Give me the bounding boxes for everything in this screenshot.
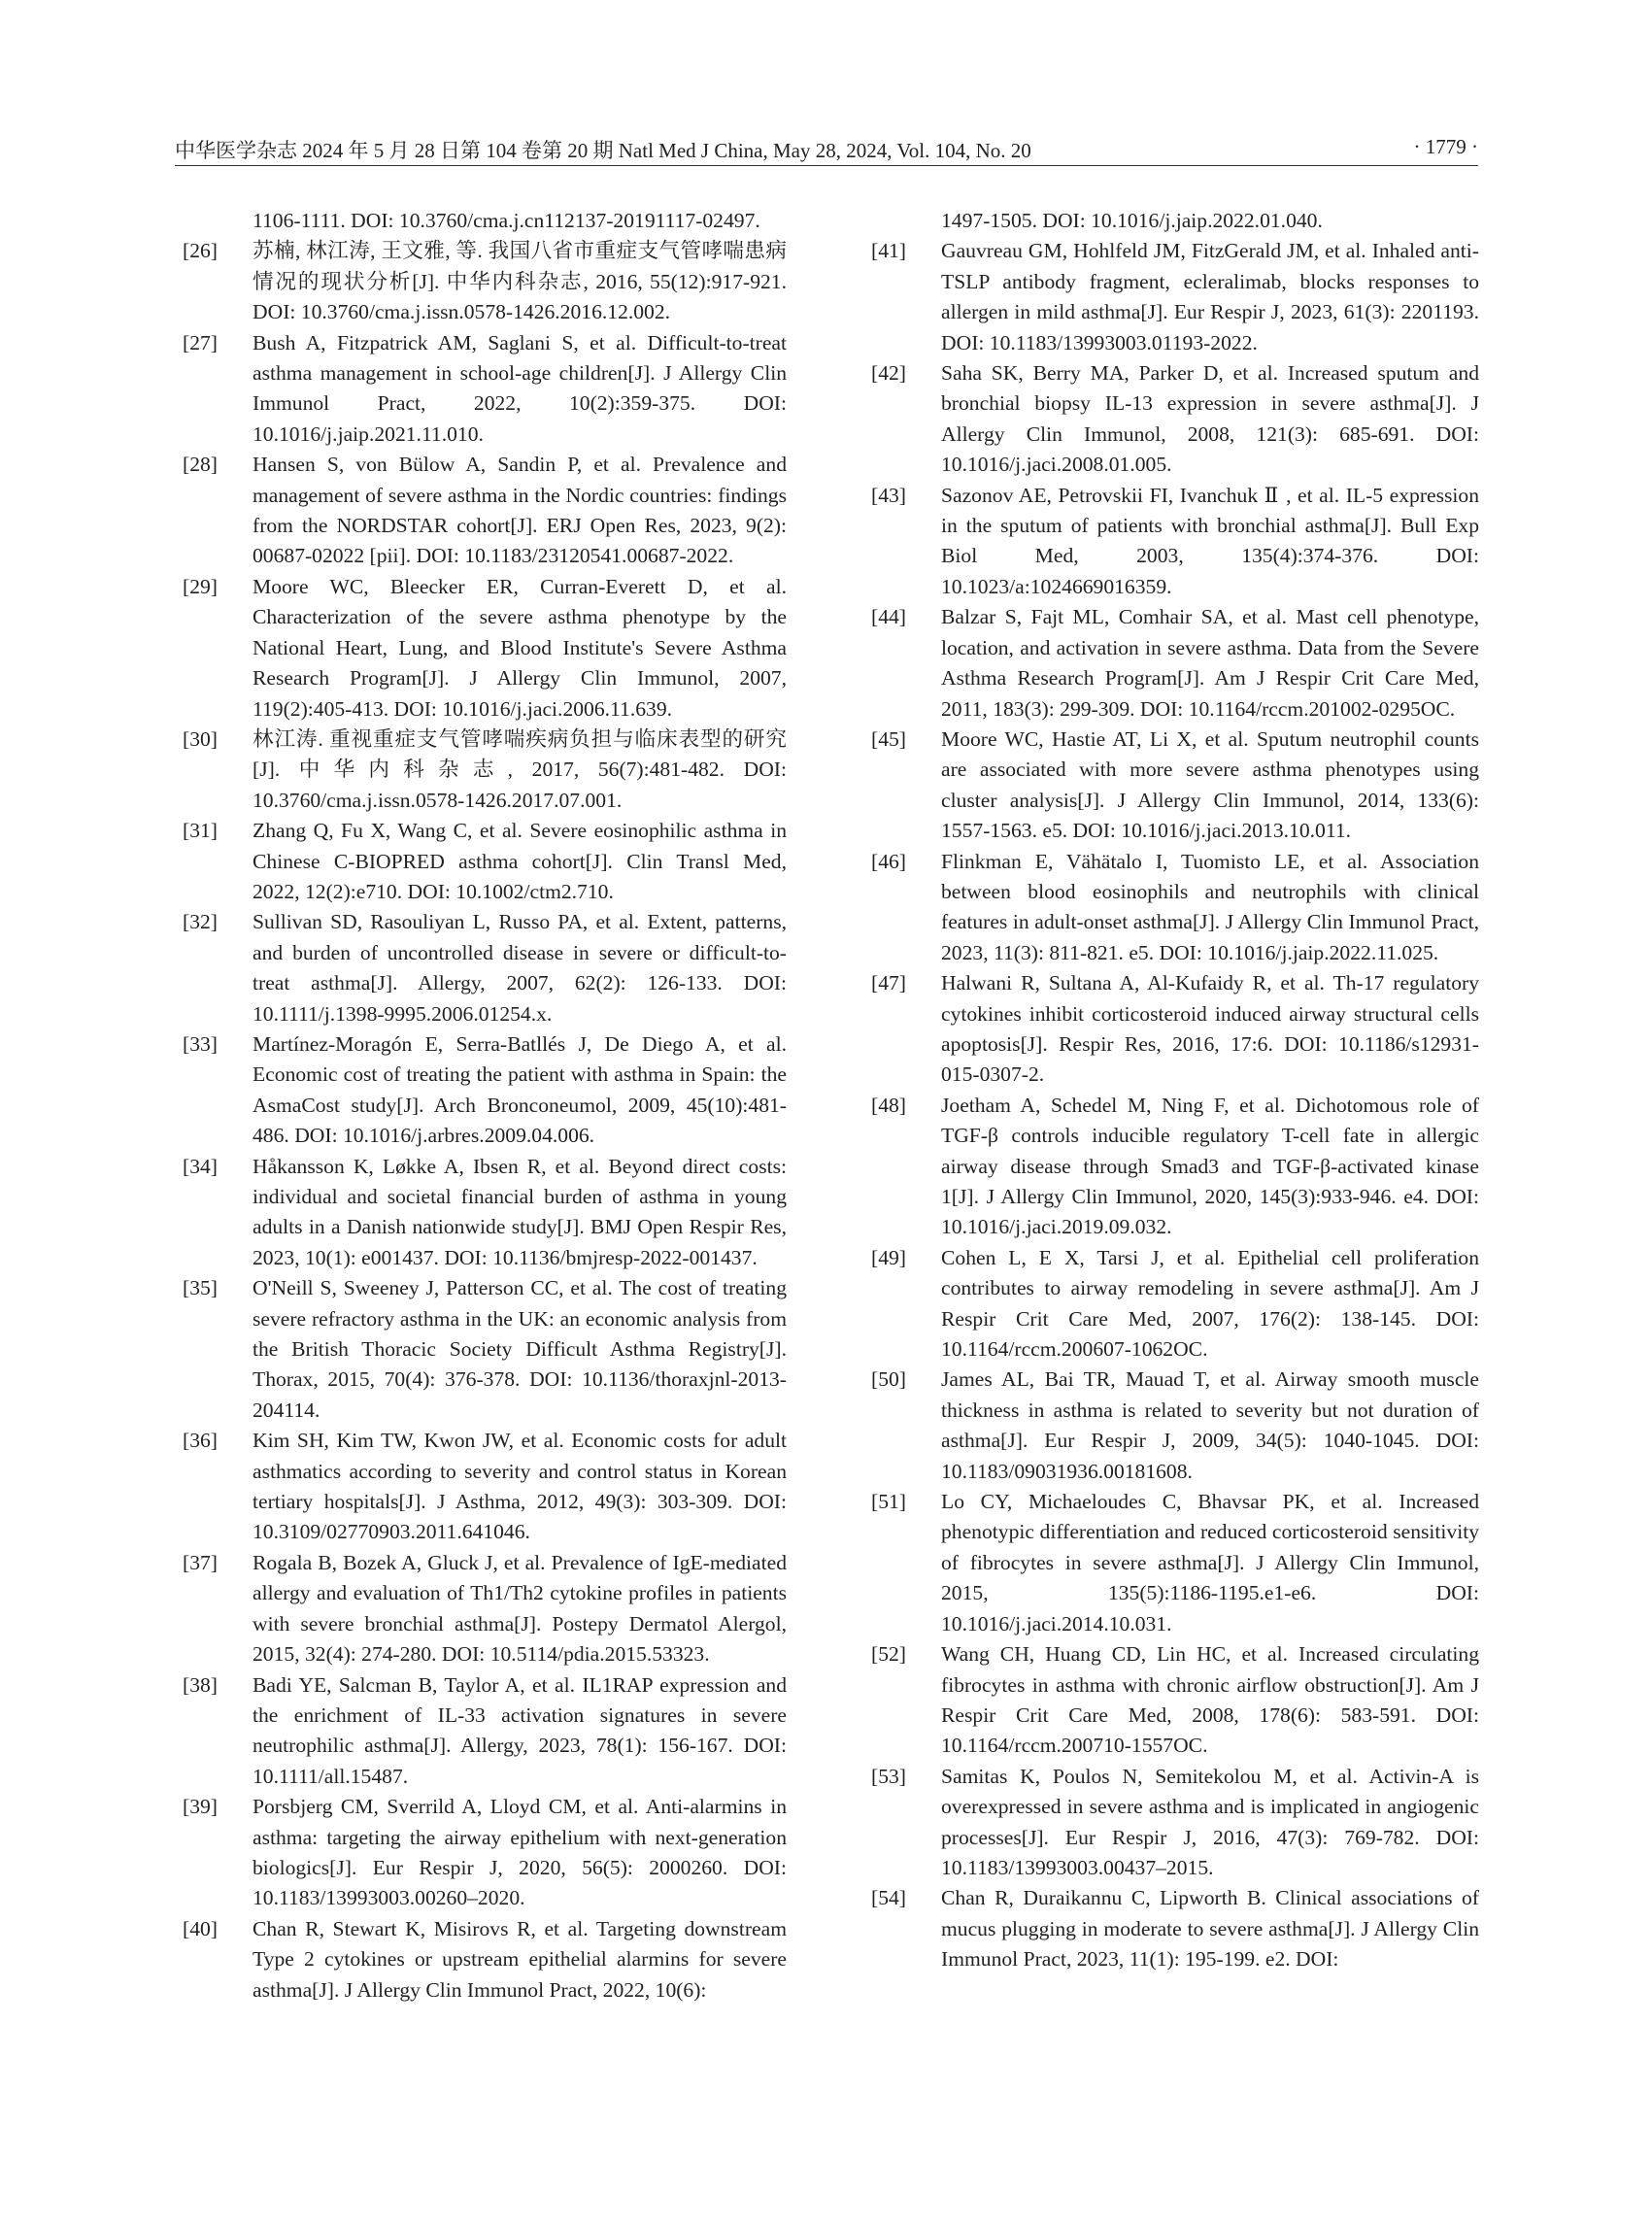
reference-number: [32] xyxy=(183,910,218,934)
reference-entry xyxy=(175,816,787,907)
reference-number: [54] xyxy=(871,1886,906,1910)
reference-text: 1106-1111. DOI: 10.3760/cma.j.cn112137-20191117-02497. xyxy=(253,209,760,232)
reference-entry xyxy=(863,481,1479,603)
reference-entry xyxy=(175,206,787,236)
reference-entry xyxy=(863,602,1479,725)
reference-number: [39] xyxy=(183,1795,218,1819)
reference-number: [29] xyxy=(183,574,218,598)
reference-number: [34] xyxy=(183,1154,218,1178)
reference-number: [30] xyxy=(183,726,218,751)
reference-entry xyxy=(863,847,1479,969)
reference-entry xyxy=(863,1883,1479,1974)
reference-text: Bush A, Fitzpatrick AM, Saglani S, et al. Difficult-to-treat asthma management in school-age children[J]. J Allergy Clin Immunol Pract, 2022, 10(2):359-375. DOI: 10.1016/j.jaip.2021.11.010. xyxy=(253,330,787,446)
reference-entry xyxy=(175,236,787,327)
reference-text: Cohen L, E X, Tarsi J, et al. Epithelial cell proliferation contributes to airway remodeling in severe asthma[J]. Am J Respir Crit Care Med, 2007, 176(2): 138-145. DOI: 10.1164/rccm.200607-1062OC. xyxy=(941,1245,1479,1362)
reference-text: Badi YE, Salcman B, Taylor A, et al. IL1RAP expression and the enrichment of IL-33 activation signatures in severe neutrophilic asthma[J]. Allergy, 2023, 78(1): 156-167. DOI: 10.1111/all.15487. xyxy=(253,1672,787,1788)
reference-text: Chan R, Duraikannu C, Lipworth B. Clinical associations of mucus plugging in moderate to severe asthma[J]. J Allergy Clin Immunol Pract, 2023, 11(1): 195-199. e2. DOI: xyxy=(941,1886,1479,1972)
reference-text: Hansen S, von Bülow A, Sandin P, et al. Prevalence and management of severe asthma in the Nordic countries: findings from the NORDSTAR cohort[J]. ERJ Open Res, 2023, 9(2): 00687-02022 [pii]. DOI: 10.1183/23120541.00687-2022. xyxy=(253,453,787,568)
reference-text: Porsbjerg CM, Sverrild A, Lloyd CM, et al. Anti-alarmins in asthma: targeting the airway epithelium with next-generation biologics[J]. Eur Respir J, 2020, 56(5): 2000260. DOI: 10.1183/13993003.00260–2020. xyxy=(253,1795,787,1910)
journal-citation-header: 中华医学杂志 2024 年 5 月 28 日第 104 卷第 20 期 Natl Med J China, May 28, 2024, Vol. 104, No. 20 xyxy=(175,139,1031,162)
reference-text: Gauvreau GM, Hohlfeld JM, FitzGerald JM, et al. Inhaled anti-TSLP antibody fragment, ecleralimab, blocks responses to allergen in mild asthma[J]. Eur Respir J, 2023, 61(3): 2201193. DOI: 10.1183/13993003.01193-2022. xyxy=(941,239,1479,354)
reference-number: [53] xyxy=(871,1764,906,1788)
reference-text: Sullivan SD, Rasouliyan L, Russo PA, et al. Extent, patterns, and burden of uncontrolled disease in severe or difficult-to-treat asthma[J]. Allergy, 2007, 62(2): 126-133. DOI: 10.1111/j.1398-9995.2006.01254.x. xyxy=(253,910,787,1026)
reference-text: Rogala B, Bozek A, Gluck J, et al. Prevalence of IgE-mediated allergy and evaluation of Th1/Th2 cytokine profiles in patients with severe bronchial asthma[J]. Postepy Dermatol Alergol, 2015, 32(4): 274-280. DOI: 10.5114/pdia.2015.53323. xyxy=(253,1550,787,1667)
reference-number: [38] xyxy=(183,1672,218,1697)
reference-number: [36] xyxy=(183,1429,218,1453)
reference-entry xyxy=(175,1152,787,1274)
reference-number: [31] xyxy=(183,819,218,843)
reference-number: [28] xyxy=(183,453,218,477)
reference-entry xyxy=(175,328,787,451)
reference-number: [48] xyxy=(871,1093,906,1117)
reference-entry xyxy=(863,1639,1479,1762)
reference-text: 林江涛. 重视重症支气管哮喘疾病负担与临床表型的研究[J]. 中华内科杂志, 2017, 56(7):481-482. DOI: 10.3760/cma.j.issn.0578-1426.2017.07.001. xyxy=(253,726,787,812)
reference-text: Lo CY, Michaeloudes C, Bhavsar PK, et al. Increased phenotypic differentiation and reduced corticosteroid sensitivity of fibrocytes in severe asthma[J]. J Allergy Clin Immunol, 2015, 135(5):1186-1195.e1-e6. DOI: 10.1016/j.jaci.2014.10.031. xyxy=(941,1490,1479,1635)
reference-number: [45] xyxy=(871,726,906,751)
reference-entry xyxy=(863,725,1479,847)
reference-entry xyxy=(175,1548,787,1670)
reference-number: [41] xyxy=(871,239,906,263)
reference-text: Håkansson K, Løkke A, Ibsen R, et al. Beyond direct costs: individual and societal financial burden of asthma in young adults in a Danish nationwide study[J]. BMJ Open Respir Res, 2023, 10(1): e001437. DOI: 10.1136/bmjresp-2022-001437. xyxy=(253,1154,787,1269)
reference-entry xyxy=(175,572,787,725)
reference-number: [33] xyxy=(183,1031,218,1056)
reference-text: Flinkman E, Vähätalo I, Tuomisto LE, et al. Association between blood eosinophils and neutrophils with clinical features in adult-onset asthma[J]. J Allergy Clin Immunol Pract, 2023, 11(3): 811-821. e5. DOI: 10.1016/j.jaip.2022.11.025. xyxy=(941,849,1479,964)
reference-text: Moore WC, Bleecker ER, Curran-Everett D, et al. Characterization of the severe asthma phenotype by the National Heart, Lung, and Blood Institute's Severe Asthma Research Program[J]. J Allergy Clin Immunol, 2007, 119(2):405-413. DOI: 10.1016/j.jaci.2006.11.639. xyxy=(253,574,787,721)
reference-text: O'Neill S, Sweeney J, Patterson CC, et al. The cost of treating severe refractory asthma in the UK: an economic analysis from the British Thoracic Society Difficult Asthma Registry[J]. Thorax, 2015, 70(4): 376-378. DOI: 10.1136/thoraxjnl-2013-204114. xyxy=(253,1276,787,1422)
reference-number: [47] xyxy=(871,971,906,995)
reference-column-right xyxy=(863,206,1479,1975)
reference-number: [50] xyxy=(871,1367,906,1392)
reference-number: [42] xyxy=(871,361,906,386)
reference-entry xyxy=(863,1243,1479,1365)
reference-entry xyxy=(175,1792,787,1914)
reference-number: [40] xyxy=(183,1916,218,1940)
reference-text: Zhang Q, Fu X, Wang C, et al. Severe eosinophilic asthma in Chinese C-BIOPRED asthma cohort[J]. Clin Transl Med, 2022, 12(2):e710. DOI: 10.1002/ctm2.710. xyxy=(253,819,787,903)
reference-entry xyxy=(175,725,787,816)
reference-text: Sazonov AE, Petrovskii FI, Ivanchuk Ⅱ , et al. IL-5 expression in the sputum of patients with bronchial asthma[J]. Bull Exp Biol Med, 2003, 135(4):374-376. DOI: 10.1023/a:1024669016359. xyxy=(941,483,1479,598)
reference-entry xyxy=(863,1091,1479,1243)
reference-entry xyxy=(863,1487,1479,1639)
reference-text: James AL, Bai TR, Mauad T, et al. Airway smooth muscle thickness in asthma is related to severity but not duration of asthma[J]. Eur Respir J, 2009, 34(5): 1040-1045. DOI: 10.1183/09031936.00181608. xyxy=(941,1367,1479,1483)
reference-text: 1497-1505. DOI: 10.1016/j.jaip.2022.01.040. xyxy=(941,209,1323,232)
page-number: · 1779 · xyxy=(1413,135,1478,158)
reference-entry xyxy=(863,1365,1479,1487)
reference-text: Halwani R, Sultana A, Al-Kufaidy R, et al. Th-17 regulatory cytokines inhibit corticosteroid induced airway structural cells apoptosis[J]. Respir Res, 2016, 17:6. DOI: 10.1186/s12931-015-0307-2. xyxy=(941,971,1479,1087)
running-header xyxy=(175,132,1478,166)
reference-text: Joetham A, Schedel M, Ning F, et al. Dichotomous role of TGF-β controls inducible regulatory T-cell fate in allergic airway disease through Smad3 and TGF-β-activated kinase 1[J]. J Allergy Clin Immunol, 2020, 145(3):933-946. e4. DOI: 10.1016/j.jaci.2019.09.032. xyxy=(941,1093,1479,1239)
reference-text: Balzar S, Fajt ML, Comhair SA, et al. Mast cell phenotype, location, and activation in severe asthma. Data from the Severe Asthma Research Program[J]. Am J Respir Crit Care Med, 2011, 183(3): 299-309. DOI: 10.1164/rccm.201002-0295OC. xyxy=(941,605,1479,721)
reference-number: [52] xyxy=(871,1642,906,1667)
reference-entry xyxy=(175,1029,787,1152)
reference-entry xyxy=(863,358,1479,481)
reference-entry xyxy=(175,1914,787,2006)
reference-text: Kim SH, Kim TW, Kwon JW, et al. Economic costs for adult asthmatics according to severity and control status in Korean tertiary hospitals[J]. J Asthma, 2012, 49(3): 303-309. DOI: 10.3109/02770903.2011.641046. xyxy=(253,1429,787,1544)
reference-entry xyxy=(175,450,787,572)
reference-entry xyxy=(863,236,1479,358)
reference-text: Moore WC, Hastie AT, Li X, et al. Sputum neutrophil counts are associated with more severe asthma phenotypes using cluster analysis[J]. J Allergy Clin Immunol, 2014, 133(6): 1557-1563. e5. DOI: 10.1016/j.jaci.2013.10.011. xyxy=(941,726,1479,843)
reference-entry xyxy=(175,907,787,1029)
reference-text: Wang CH, Huang CD, Lin HC, et al. Increased circulating fibrocytes in asthma with chronic airflow obstruction[J]. Am J Respir Crit Care Med, 2008, 178(6): 583-591. DOI: 10.1164/rccm.200710-1557OC. xyxy=(941,1642,1479,1758)
reference-number: [44] xyxy=(871,605,906,629)
reference-entry xyxy=(863,206,1479,236)
reference-number: [49] xyxy=(871,1245,906,1269)
reference-entry xyxy=(175,1426,787,1548)
reference-number: [27] xyxy=(183,330,218,354)
reference-column-left xyxy=(175,206,787,2006)
reference-entry xyxy=(175,1273,787,1426)
reference-text: Chan R, Stewart K, Misirovs R, et al. Targeting downstream Type 2 cytokines or upstream epithelial alarmins for severe asthma[J]. J Allergy Clin Immunol Pract, 2022, 10(6): xyxy=(253,1916,787,2002)
reference-text: Saha SK, Berry MA, Parker D, et al. Increased sputum and bronchial biopsy IL-13 expression in severe asthma[J]. J Allergy Clin Immunol, 2008, 121(3): 685-691. DOI: 10.1016/j.jaci.2008.01.005. xyxy=(941,361,1479,477)
reference-text: 苏楠, 林江涛, 王文雅, 等. 我国八省市重症支气管哮喘患病情况的现状分析[J]. 中华内科杂志, 2016, 55(12):917-921. DOI: 10.3760/cma.j.issn.0578-1426.2016.12.002. xyxy=(253,239,787,324)
reference-number: [46] xyxy=(871,849,906,873)
reference-number: [43] xyxy=(871,483,906,507)
reference-entry xyxy=(863,968,1479,1091)
reference-text: Martínez-Moragón E, Serra-Batllés J, De Diego A, et al. Economic cost of treating the patient with asthma in Spain: the AsmaCost study[J]. Arch Bronconeumol, 2009, 45(10):481-486. DOI: 10.1016/j.arbres.2009.04.006. xyxy=(253,1031,787,1148)
reference-text: Samitas K, Poulos N, Semitekolou M, et al. Activin-A is overexpressed in severe asthma and is implicated in angiogenic processes[J]. Eur Respir J, 2016, 47(3): 769-782. DOI: 10.1183/13993003.00437–2015. xyxy=(941,1764,1479,1879)
reference-number: [35] xyxy=(183,1276,218,1300)
reference-number: [37] xyxy=(183,1550,218,1574)
reference-number: [51] xyxy=(871,1490,906,1514)
reference-entry xyxy=(863,1762,1479,1884)
reference-entry xyxy=(175,1670,787,1793)
reference-number: [26] xyxy=(183,239,218,263)
